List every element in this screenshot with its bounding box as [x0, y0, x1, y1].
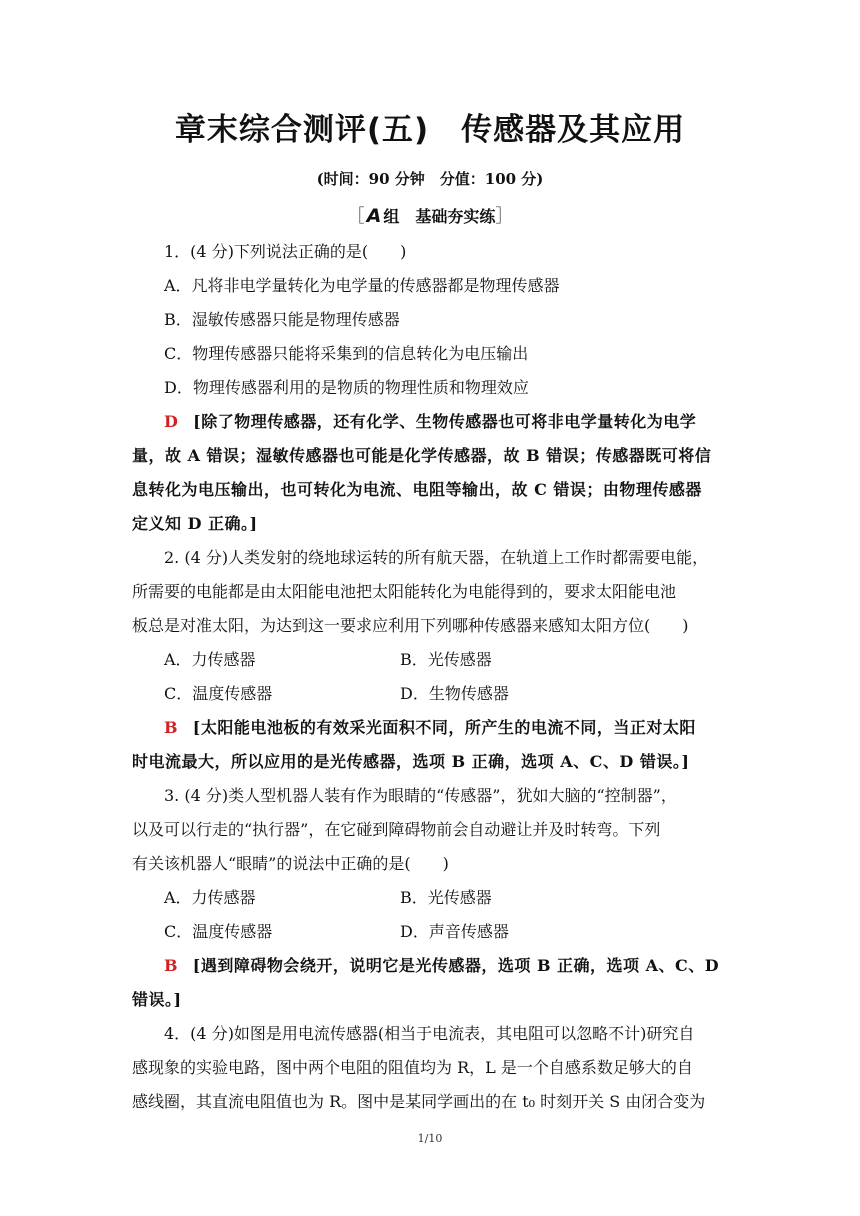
q2-stem-line-1: 2. (4 分)人类发射的绕地球运转的所有航天器，在轨道上工作时都需要电能， — [164, 548, 709, 567]
section-header — [0, 202, 860, 228]
q3-answer: B — [164, 956, 178, 975]
q3-stem-line-1: 3. (4 分)类人型机器人装有作为眼睛的“传感器”，犹如大脑的“控制器”， — [164, 786, 677, 805]
q3-stem-line-2: 以及可以行走的“执行器”，在它碰到障碍物前会自动避让并及时转弯。下列 — [132, 820, 661, 839]
q3-options-row-1 — [164, 888, 764, 908]
time-score-info: (时间：90 分钟 分值：100 分) — [316, 170, 544, 188]
q2-stem-line-2: 所需要的电能都是由太阳能电池把太阳能转化为电能得到的，要求太阳能电池 — [132, 582, 677, 601]
q3-options-row-2 — [164, 922, 764, 942]
bracket-left: ［ — [346, 206, 365, 227]
section-label: 组 基础夯实练 — [383, 207, 496, 226]
q1-explanation-line-3: 息转化为电压输出，也可转化为电流、电阻等输出，故 C 错误；由物理传感器 — [132, 480, 702, 499]
q1-option-c: C．物理传感器只能将采集到的信息转化为电压输出 — [164, 344, 529, 363]
q3-option-d: D．声音传感器 — [400, 922, 509, 941]
q1-option-d: D．物理传感器利用的是物质的物理性质和物理效应 — [164, 378, 529, 397]
q1-explanation-line-1 — [164, 412, 732, 432]
page-number: 1/10 — [417, 1132, 443, 1145]
q3-option-a: A．力传感器 — [164, 888, 256, 907]
q3-option-b: B．光传感器 — [400, 888, 492, 907]
page-title: 章末综合测评(五) 传感器及其应用 — [174, 112, 686, 148]
q3-stem-line-3: 有关该机器人“眼睛”的说法中正确的是( ) — [132, 854, 449, 873]
q2-answer: B — [164, 718, 178, 737]
bracket-right: ］ — [495, 206, 514, 227]
q2-option-b: B．光传感器 — [400, 650, 492, 669]
q3-expl-1: [遇到障碍物会绕开，说明它是光传感器，选项 B 正确，选项 A、C、D — [192, 956, 720, 975]
q3-explanation-line-2: 错误。] — [132, 990, 182, 1009]
q4-stem-line-2: 感现象的实验电路，图中两个电阻的阻值均为 R，L 是一个自感系数足够大的自 — [132, 1058, 693, 1077]
group-a-badge: A — [366, 205, 382, 227]
q2-option-d: D．生物传感器 — [400, 684, 509, 703]
q1-stem: 1．(4 分)下列说法正确的是( ) — [164, 242, 407, 261]
q3-option-c: C．温度传感器 — [164, 922, 273, 941]
q2-expl-1: [太阳能电池板的有效采光面积不同，所产生的电流不同，当正对太阳 — [192, 718, 696, 737]
q2-options-row-2 — [164, 684, 764, 704]
q1-expl-1: [除了物理传感器，还有化学、生物传感器也可将非电学量转化为电学 — [193, 412, 697, 431]
q1-explanation-line-2: 量，故 A 错误；湿敏传感器也可能是化学传感器，故 B 错误；传感器既可将信 — [132, 446, 712, 465]
q2-options-row-1 — [164, 650, 764, 670]
q1-option-a: A．凡将非电学量转化为电学量的传感器都是物理传感器 — [164, 276, 560, 295]
q2-stem-line-3: 板总是对准太阳，为达到这一要求应利用下列哪种传感器来感知太阳方位( ) — [132, 616, 689, 635]
q2-option-c: C．温度传感器 — [164, 684, 273, 703]
q1-option-b: B．湿敏传感器只能是物理传感器 — [164, 310, 400, 329]
q1-answer: D — [164, 412, 178, 431]
q1-explanation-line-4: 定义知 D 正确。] — [132, 514, 258, 533]
q4-stem-line-1: 4．(4 分)如图是用电流传感器(相当于电流表，其电阻可以忽略不计)研究自 — [164, 1024, 695, 1043]
q2-option-a: A．力传感器 — [164, 650, 256, 669]
q3-explanation-line-1 — [164, 956, 764, 976]
q2-explanation-line-2: 时电流最大，所以应用的是光传感器，选项 B 正确，选项 A、C、D 错误。] — [132, 752, 690, 771]
q2-explanation-line-1 — [164, 718, 764, 738]
q4-stem-line-3: 感线圈，其直流电阻值也为 R。图中是某同学画出的在 t₀ 时刻开关 S 由闭合变为 — [132, 1092, 706, 1111]
